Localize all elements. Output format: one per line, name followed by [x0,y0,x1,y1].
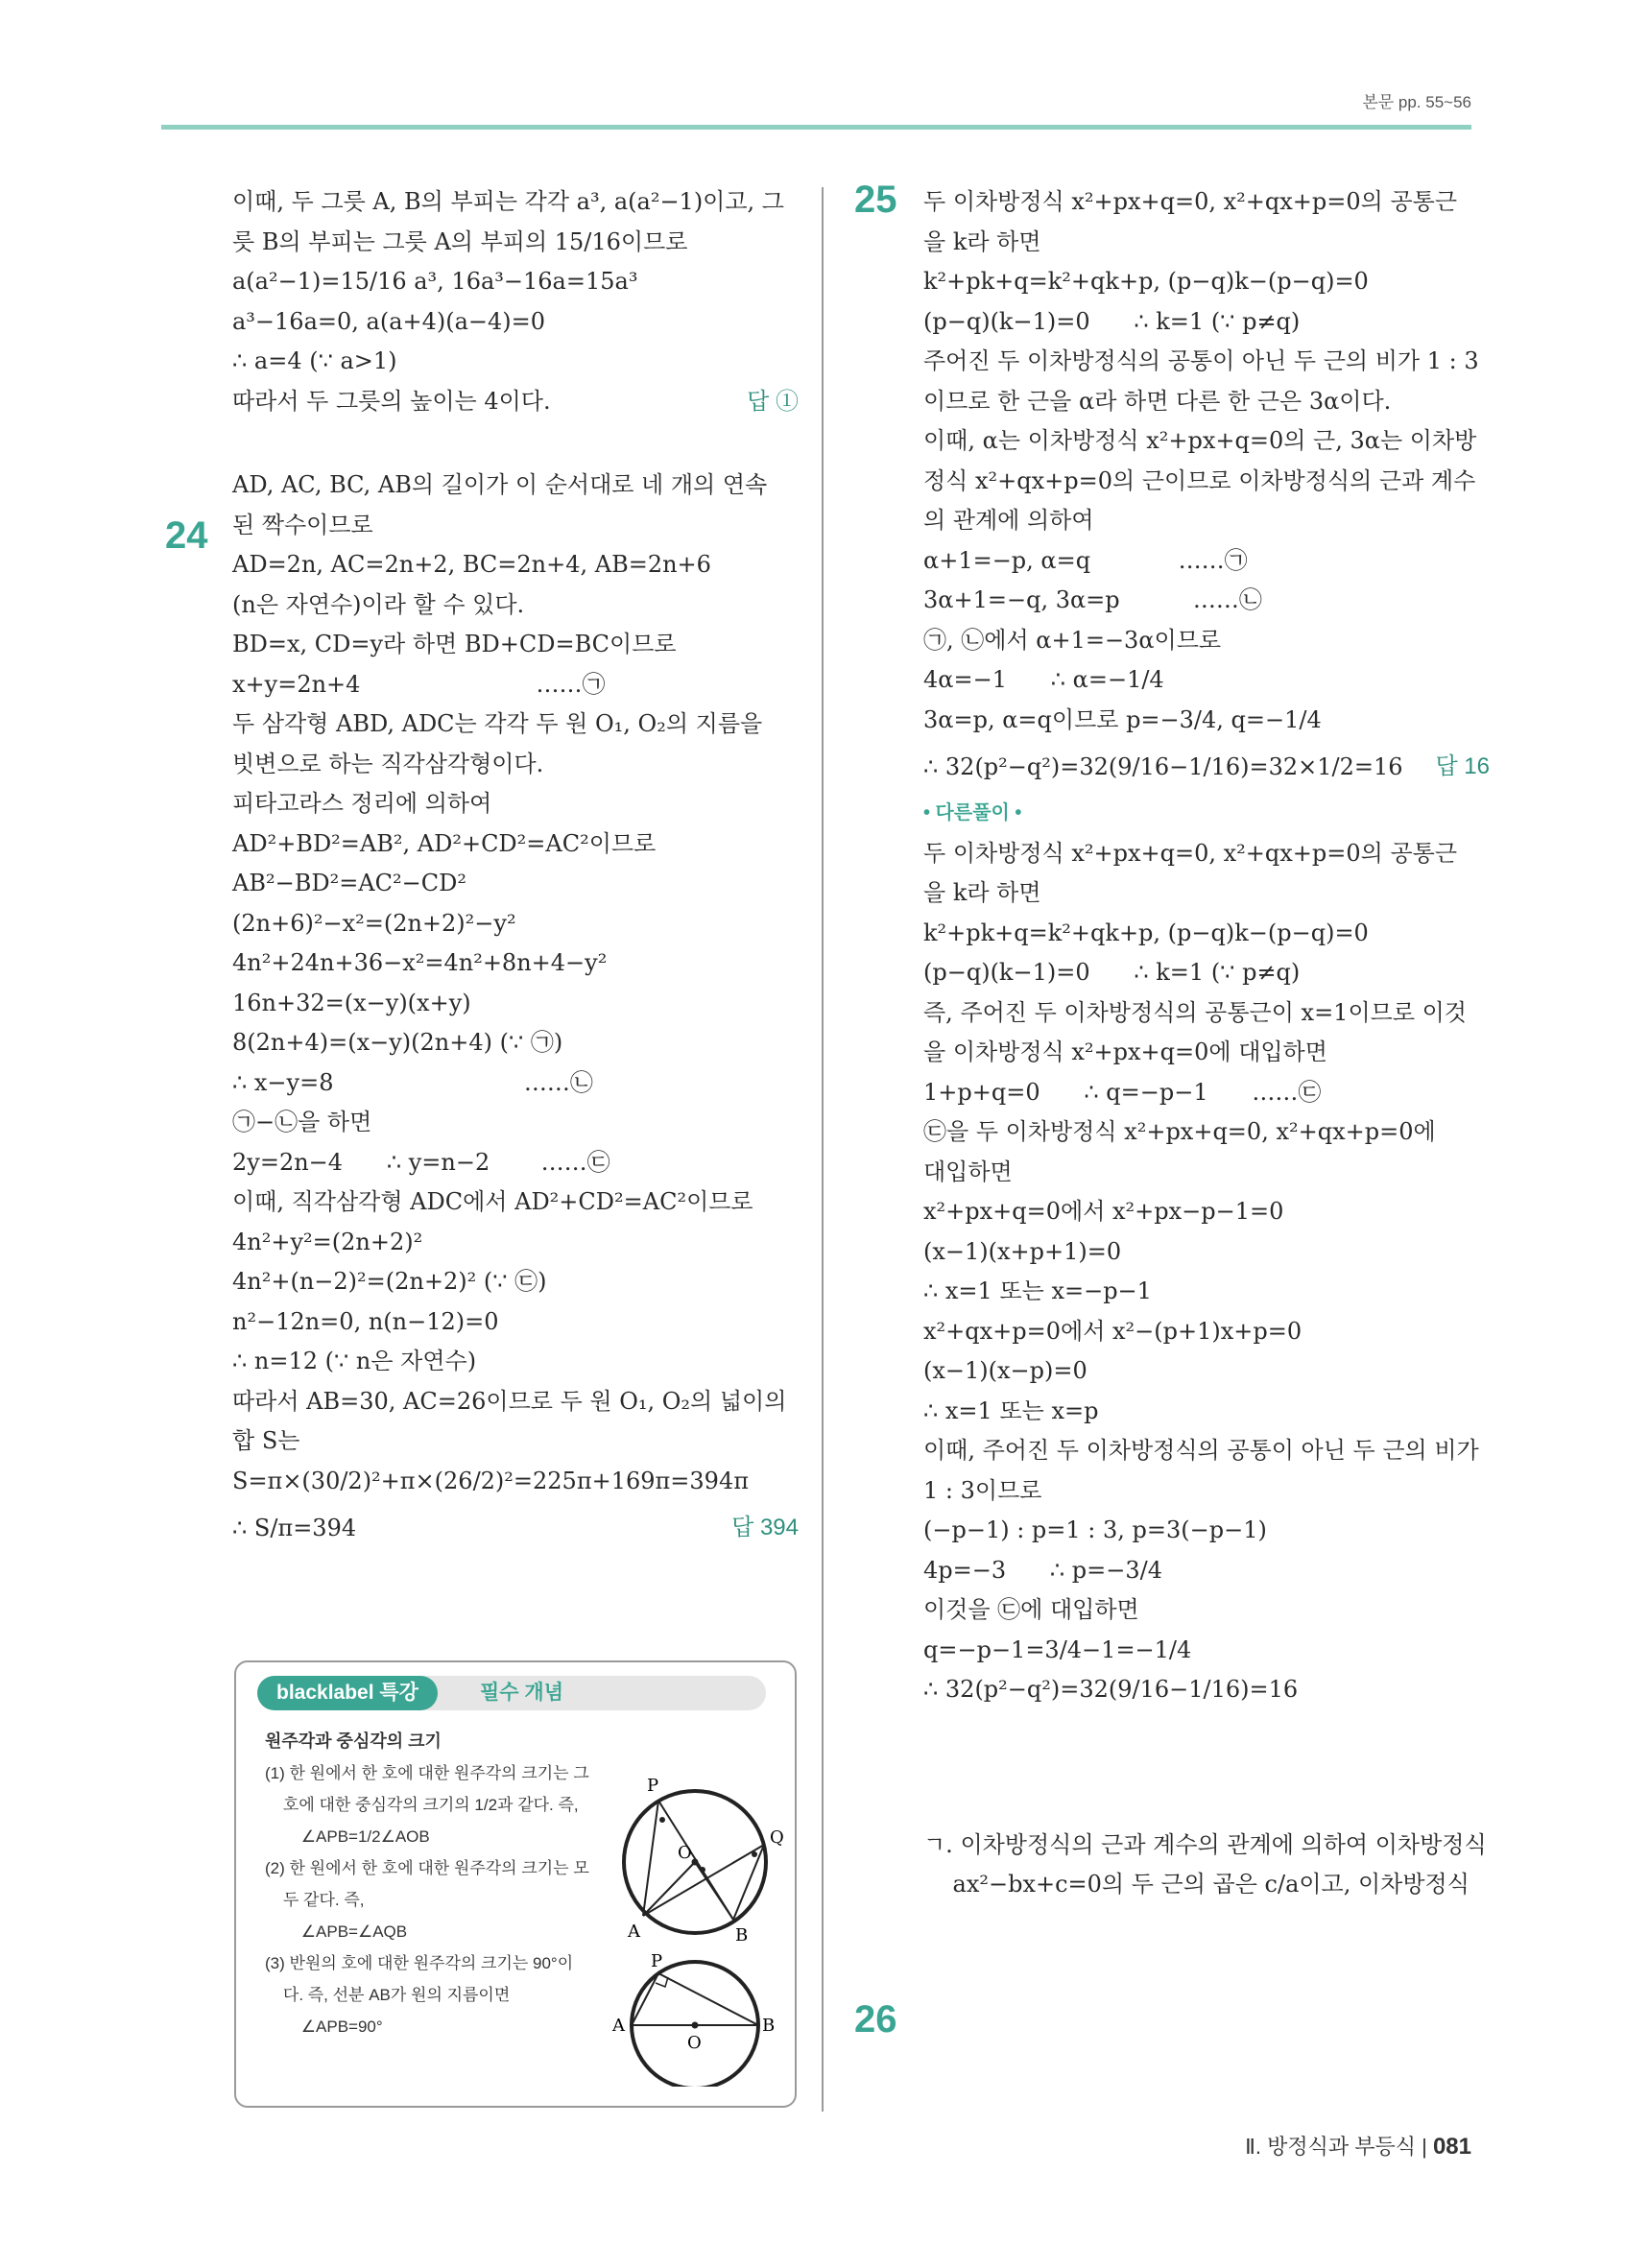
text-line: S=π×(30/2)²+π×(26/2)²=225π+169π=394π [232,1467,749,1494]
text-line: 3α+1=−q, 3α=p ……㉡ [923,586,1262,613]
text-line: x²+px+q=0에서 x²+px−p−1=0 [923,1198,1284,1225]
label-a-2: A [612,2016,625,2036]
text-line: ∴ x−y=8 ……㉡ [232,1068,593,1096]
text-line: 8(2n+4)=(x−y)(2n+4) (∵ ㉠) [232,1029,563,1056]
text-line: 3α=p, α=q이므로 p=−3/4, q=−1/4 [923,705,1322,733]
q25-conclusion [923,740,1490,794]
angle-mark-q [752,1851,757,1857]
text-line: 따라서 AB=30, AC=26이므로 두 원 O₁, O₂의 넓이의 [232,1387,787,1415]
q24-conclusion [232,1501,799,1555]
box-text-line: 다. 즉, 선분 AB가 원의 지름이면 [265,1986,511,2004]
figure-inscribed-angle [624,1776,784,1946]
text-line: 릇 B의 부피는 그릇 A의 부피의 15/16이므로 [232,227,688,255]
text-line: (x−1)(x−p)=0 [923,1357,1087,1384]
text-line: α+1=−p, α=q ……㉠ [923,546,1248,574]
label-p: P [647,1776,659,1796]
text-line: ∴ 32(p²−q²)=32(9/16−1/16)=16 [923,1676,1299,1703]
right-angle-mark [656,1977,668,1987]
text-line: 이것을 ㉢에 대입하면 [923,1596,1139,1623]
text-line: 대입하면 [923,1158,1013,1185]
q25-conclusion-text: ∴ 32(p²−q²)=32(9/16−1/16)=32×1/2=16 [923,753,1403,780]
chord-qa [643,1845,764,1916]
box-text-line: 두 같다. 즉, [265,1891,365,1909]
header-rule [161,125,1471,130]
text-line: 두 이차방정식 x²+px+q=0, x²+qx+p=0의 공통근 [923,839,1458,867]
text-line: 1 : 3이므로 [923,1476,1042,1504]
text-line: 두 이차방정식 x²+px+q=0, x²+qx+p=0의 공통근 [923,188,1458,215]
inscribed-angle-figures [609,1770,791,2087]
text-line: 1+p+q=0 ∴ q=−p−1 ……㉢ [923,1078,1322,1106]
footer-section: Ⅱ. 방정식과 부등식 [1245,2135,1416,2159]
text-line: ∴ n=12 (∵ n은 자연수) [232,1348,477,1374]
angle-mark-p [659,1817,665,1823]
text-line: (n은 자연수)이라 할 수 있다. [232,590,525,618]
text-line: a³−16a=0, a(a+4)(a−4)=0 [232,307,546,335]
text-line: 합 S는 [232,1427,300,1454]
text-line: a(a²−1)=15/16 a³, 16a³−16a=15a³ [232,268,638,295]
text-line: ㉠, ㉡에서 α+1=−3α이므로 [923,626,1222,654]
question-number-25: 25 [854,179,897,221]
text-line: ㉢을 두 이차방정식 x²+px+q=0, x²+qx+p=0에 [923,1118,1436,1145]
text-line: 이때, 두 그릇 A, B의 부피는 각각 a³, a(a²−1)이고, 그 [232,188,784,215]
box-text-line: (2) 한 원에서 한 호에 대한 원주각의 크기는 모 [265,1859,589,1877]
right-column [923,182,1490,1905]
label-a: A [628,1922,640,1942]
text-line: (p−q)(k−1)=0 ∴ k=1 (∵ p≠q) [923,307,1301,335]
q24-answer: 답 394 [731,1515,799,1540]
text-line: ㉠−㉡을 하면 [232,1109,372,1135]
q23-conclusion-text: 따라서 두 그릇의 높이는 4이다. [232,387,551,415]
text-line: (p−q)(k−1)=0 ∴ k=1 (∵ p≠q) [923,959,1301,986]
text-line: 4α=−1 ∴ α=−1/4 [923,666,1164,693]
text-line: ∴ x=1 또는 x=−p−1 [923,1277,1152,1304]
text-line: n²−12n=0, n(n−12)=0 [232,1307,499,1335]
box-text-line: ∠APB=90° [265,2017,383,2036]
text-line: ∴ x=1 또는 x=p [923,1397,1099,1424]
text-line: x+y=2n+4 ……㉠ [232,670,606,698]
angle-mark-o [700,1867,705,1873]
text-line: 16n+32=(x−y)(x+y) [232,989,471,1016]
text-line: ㄱ. 이차방정식의 근과 계수의 관계에 의하여 이차방정식 [923,1830,1487,1858]
text-line: 4p=−3 ∴ p=−3/4 [923,1556,1162,1584]
text-line: 피타고라스 정리에 의하여 [232,790,492,817]
box-header [257,1676,766,1710]
box-text-line: ∠APB=1/2∠AOB [265,1827,430,1846]
q24-solution-text [232,466,799,1501]
box-tag: blacklabel 특강 [257,1676,438,1710]
text-line: 정식 x²+qx+p=0의 근이므로 이차방정식의 근과 계수 [923,466,1476,494]
text-line: 4n²+24n+36−x²=4n²+8n+4−y² [232,949,608,976]
text-line: q=−p−1=3/4−1=−1/4 [923,1635,1192,1663]
chord-pa [643,1801,658,1916]
footer-page-number: 081 [1432,2134,1471,2160]
page-footer [1245,2131,1471,2161]
text-line: 이때, 직각삼각형 ADC에서 AD²+CD²=AC²이므로 [232,1188,753,1215]
question-number-26: 26 [854,1998,897,2041]
text-line: (x−1)(x+p+1)=0 [923,1237,1122,1265]
text-line: 4n²+y²=(2n+2)² [232,1228,423,1255]
chord-pb-2 [658,1973,758,2025]
text-line: k²+pk+q=k²+qk+p, (p−q)k−(p−q)=0 [923,268,1369,295]
text-line: 된 짝수이므로 [232,511,373,538]
text-line: k²+pk+q=k²+qk+p, (p−q)k−(p−q)=0 [923,919,1369,946]
column-divider [822,187,824,2112]
label-o: O [678,1843,692,1863]
text-line: 의 관계에 의하여 [923,507,1094,534]
text-line: ax²−bx+c=0의 두 근의 곱은 c/a이고, 이차방정식 [923,1871,1470,1898]
footer-separator: | [1422,2135,1433,2159]
label-q: Q [770,1827,784,1848]
q23-answer: 답 ① [747,388,799,415]
blacklabel-concept-box [234,1660,797,2108]
label-o-2: O [687,2033,702,2053]
center-dot [692,1859,699,1866]
text-line: 이때, α는 이차방정식 x²+px+q=0의 근, 3α는 이차방 [923,427,1477,454]
page-reference: 본문 pp. 55~56 [1362,93,1471,111]
q24-conclusion-text: ∴ S/π=394 [232,1515,357,1541]
text-line: 두 삼각형 ABD, ADC는 각각 두 원 O₁, O₂의 지름을 [232,710,763,737]
q25-answer: 답 16 [1435,753,1490,779]
text-line: 을 이차방정식 x²+px+q=0에 대입하면 [923,1039,1327,1065]
text-line: (2n+6)²−x²=(2n+2)²−y² [232,909,516,937]
text-line: 이때, 주어진 두 이차방정식의 공통이 아닌 두 근의 비가 [923,1437,1479,1464]
label-p-2: P [651,1951,663,1971]
q25-solution-text [923,182,1490,740]
question-number-24: 24 [165,514,208,557]
text-line: (−p−1) : p=1 : 3, p=3(−p−1) [923,1516,1267,1543]
label-b-2: B [762,2016,776,2036]
text-line: AB²−BD²=AC²−CD² [232,870,466,896]
text-line: BD=x, CD=y라 하면 BD+CD=BC이므로 [232,631,677,657]
label-b: B [735,1925,749,1946]
q23-solution-text [232,182,799,382]
box-text-line: ∠APB=∠AQB [265,1922,408,1941]
box-text-line: (1) 한 원에서 한 호에 대한 원주각의 크기는 그 [265,1764,589,1782]
text-line: 빗변으로 하는 직각삼각형이다. [232,750,544,777]
text-line: x²+qx+p=0에서 x²−(p+1)x+p=0 [923,1317,1302,1345]
box-text-line: 호에 대한 중심각의 크기의 1/2과 같다. 즉, [265,1796,579,1814]
text-line: AD, AC, BC, AB의 길이가 이 순서대로 네 개의 연속 [232,471,768,498]
box-lines [265,1757,589,2042]
text-line: ∴ a=4 (∵ a>1) [232,347,397,374]
text-line: 즉, 주어진 두 이차방정식의 공통근이 x=1이므로 이것 [923,998,1467,1026]
left-column [232,182,799,1555]
alternative-solution-heading: • 다른풀이 • [923,802,1022,824]
box-text-line: (3) 반원의 호에 대한 원주각의 크기는 90°이 [265,1954,574,1972]
text-line: 을 k라 하면 [923,227,1041,255]
text-line: 4n²+(n−2)²=(2n+2)² (∵ ㉢) [232,1268,547,1295]
text-line: 이므로 한 근을 α라 하면 다른 한 근은 3α이다. [923,387,1392,415]
center-dot-2 [692,2022,699,2029]
box-text [265,1726,589,2042]
figure-semicircle-angle [611,1951,775,2087]
q25-alternative-solution-text [923,834,1490,1710]
q23-conclusion [232,382,799,422]
q26-solution-text [923,1826,1490,1905]
text-line: AD²+BD²=AB², AD²+CD²=AC²이므로 [232,829,657,857]
text-line: 을 k라 하면 [923,879,1041,906]
text-line: AD=2n, AC=2n+2, BC=2n+4, AB=2n+6 [232,551,711,578]
text-line: 주어진 두 이차방정식의 공통이 아닌 두 근의 비가 1 : 3 [923,347,1479,374]
box-subtitle: 필수 개념 [480,1682,563,1704]
text-line: 2y=2n−4 ∴ y=n−2 ……㉢ [232,1148,610,1176]
box-title: 원주각과 중심각의 크기 [265,1731,442,1751]
